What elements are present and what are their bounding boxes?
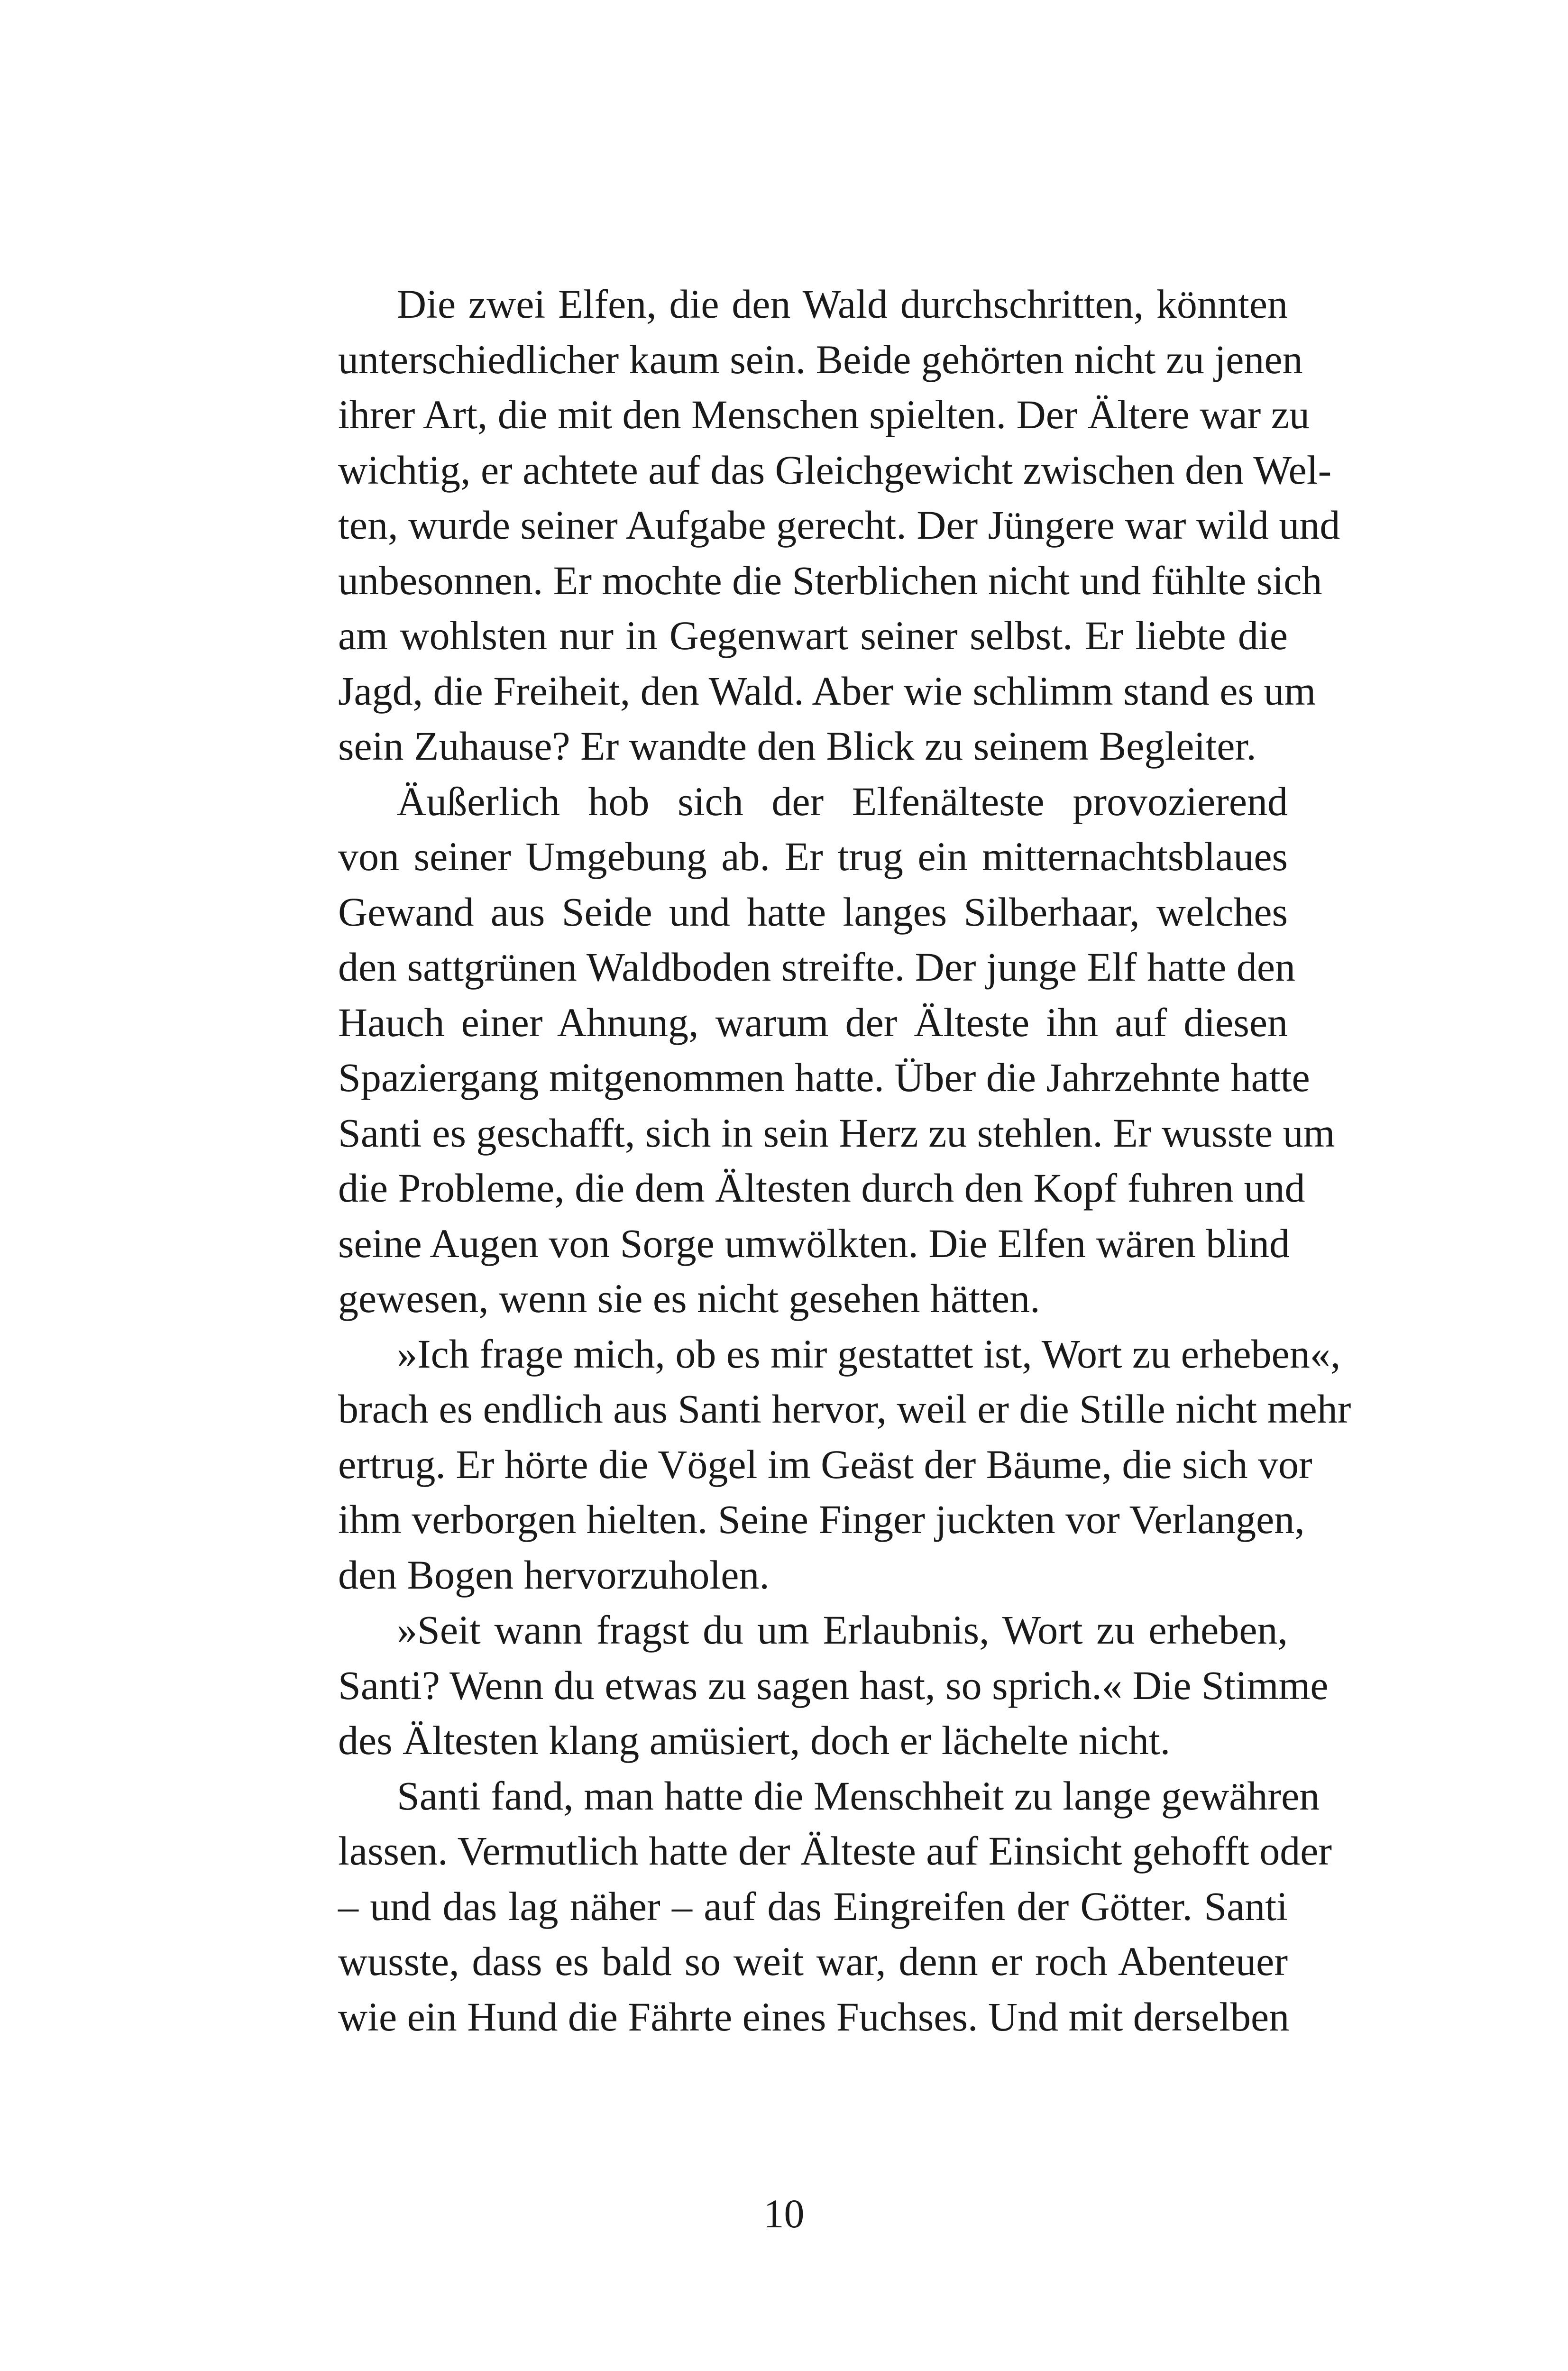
text-line: den sattgrünen Waldboden streifte. Der junge Elf hatte den	[338, 944, 1295, 990]
body-text	[338, 276, 1351, 2044]
text-line: Gewand aus Seide und hatte langes Silberhaar, welches	[338, 889, 1288, 935]
text-line: ertrug. Er hörte die Vögel im Geäst der Bäume, die sich vor	[338, 1441, 1312, 1487]
text-line: am wohlsten nur in Gegenwart seiner selbst. Er liebte die	[338, 613, 1288, 658]
text-line: des Ältesten klang amüsiert, doch er lächelte nicht.	[338, 1718, 1171, 1763]
text-line: wie ein Hund die Fährte eines Fuchses. Und mit derselben	[338, 1994, 1290, 2040]
text-line: sein Zuhause? Er wandte den Blick zu seinem Begleiter.	[338, 723, 1256, 769]
text-line: lassen. Vermutlich hatte der Älteste auf Einsicht gehofft oder	[338, 1828, 1332, 1874]
text-line: »Seit wann fragst du um Erlaubnis, Wort zu erheben,	[397, 1607, 1288, 1653]
text-line: Hauch einer Ahnung, warum der Älteste ihn auf diesen	[338, 999, 1288, 1045]
text-line: Santi es geschafft, sich in sein Herz zu stehlen. Er wusste um	[338, 1110, 1335, 1156]
text-line: Die zwei Elfen, die den Wald durchschritten, könnten	[397, 281, 1288, 327]
text-line: Äußerlich hob sich der Elfenälteste provozierend	[397, 778, 1288, 824]
text-line: »Ich frage mich, ob es mir gestattet ist, Wort zu erheben«,	[397, 1331, 1341, 1377]
text-line: Santi fand, man hatte die Menschheit zu lange gewähren	[397, 1773, 1320, 1819]
text-line: ten, wurde seiner Aufgabe gerecht. Der Jüngere war wild und	[338, 502, 1340, 548]
text-line: ihrer Art, die mit den Menschen spielten. Der Ältere war zu	[338, 392, 1310, 437]
text-line: seine Augen von Sorge umwölkten. Die Elfen wären blind	[338, 1220, 1290, 1266]
text-line: unbesonnen. Er mochte die Sterblichen nicht und fühlte sich	[338, 557, 1322, 603]
text-line: unterschiedlicher kaum sein. Beide gehörten nicht zu jenen	[338, 336, 1303, 382]
text-line: Santi? Wenn du etwas zu sagen hast, so sprich.« Die Stimme	[338, 1662, 1329, 1708]
text-line: von seiner Umgebung ab. Er trug ein mitternachtsblaues	[338, 834, 1288, 879]
text-line: Jagd, die Freiheit, den Wald. Aber wie schlimm stand es um	[338, 668, 1316, 714]
text-line: die Probleme, die dem Ältesten durch den Kopf fuhren und	[338, 1165, 1305, 1211]
page-number: 10	[763, 2191, 805, 2236]
text-line: wusste, dass es bald so weit war, denn er roch Abenteuer	[338, 1939, 1288, 1984]
text-line: gewesen, wenn sie es nicht gesehen hätten.	[338, 1276, 1040, 1321]
text-line: brach es endlich aus Santi hervor, weil er die Stille nicht mehr	[338, 1386, 1351, 1432]
text-line: – und das lag näher – auf das Eingreifen der Götter. Santi	[338, 1883, 1288, 1929]
text-line: ihm verborgen hielten. Seine Finger juckten vor Verlangen,	[338, 1497, 1305, 1542]
text-line: Spaziergang mitgenommen hatte. Über die Jahrzehnte hatte	[338, 1055, 1310, 1100]
text-line: den Bogen hervorzuholen.	[338, 1552, 770, 1598]
text-line: wichtig, er achtete auf das Gleichgewicht zwischen den Wel-	[338, 447, 1332, 493]
